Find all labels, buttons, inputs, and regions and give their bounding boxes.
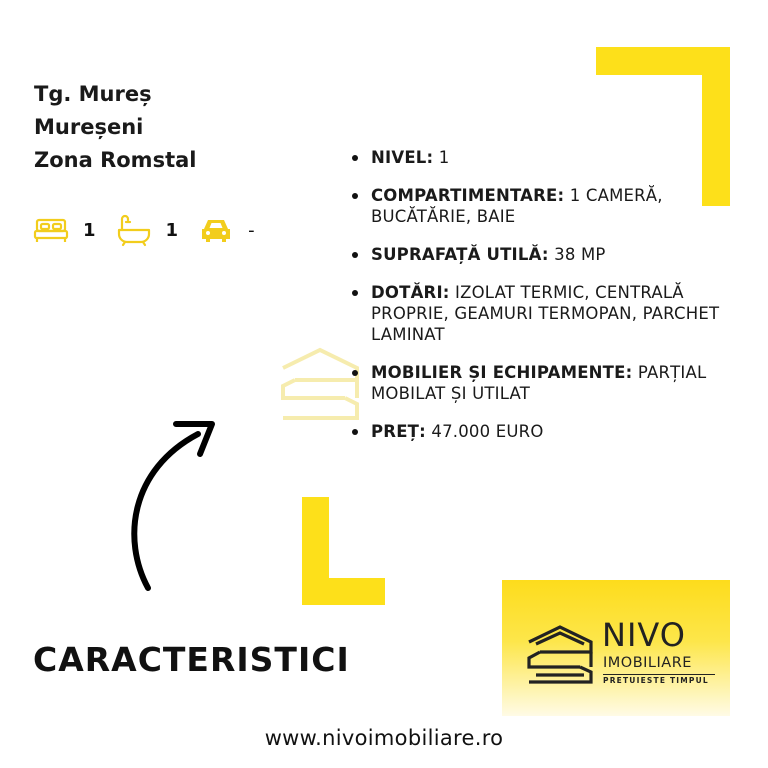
logo-subtitle: IMOBILIARE [603, 655, 692, 671]
feature-label: PREȚ: [371, 422, 426, 441]
amenities-row [33, 213, 275, 247]
section-heading: CARACTERISTICI [33, 640, 350, 679]
parking-count: - [248, 219, 255, 241]
feature-value: PARȚIAL MOBILAT ȘI UTILAT [371, 363, 707, 403]
feature-label: NIVEL: [371, 148, 434, 167]
feature-price [346, 421, 746, 442]
location-zone: Zona Romstal [34, 148, 197, 172]
nivo-logo-icon [524, 620, 596, 688]
features-list [346, 147, 746, 442]
bottom-left-corner-bracket [302, 497, 385, 605]
feature-label: DOTĂRI: [371, 283, 450, 302]
feature-label: COMPARTIMENTARE: [371, 186, 565, 205]
logo-divider [603, 674, 715, 675]
feature-label: MOBILIER ȘI ECHIPAMENTE: [371, 363, 633, 382]
feature-value: 47.000 EURO [431, 422, 544, 441]
bathtub-icon [116, 213, 152, 247]
feature-value: 1 [438, 148, 450, 167]
logo-slogan: PRETUIESTE TIMPUL [603, 676, 709, 685]
brand-logo-panel [502, 580, 730, 716]
bedroom-count: 1 [83, 219, 96, 241]
feature-layout [346, 185, 746, 227]
location-block [34, 78, 196, 177]
feature-value: IZOLAT TERMIC, CENTRALĂ PROPRIE, GEAMURI TERMOPAN, PARCHET LAMINAT [371, 283, 720, 344]
feature-furniture [346, 362, 746, 404]
logo-name: NIVO [602, 616, 686, 654]
feature-label: SUPRAFAȚĂ UTILĂ: [371, 245, 549, 264]
feature-area [346, 244, 746, 265]
feature-value: 1 CAMERĂ, BUCĂTĂRIE, BAIE [371, 186, 663, 226]
feature-value: 38 MP [554, 245, 606, 264]
feature-amenities [346, 282, 746, 345]
bed-icon [33, 213, 69, 247]
car-icon [198, 213, 234, 247]
location-city: Tg. Mureș [34, 82, 152, 106]
location-district: Mureșeni [34, 115, 144, 139]
feature-level [346, 147, 746, 168]
website-url: www.nivoimobiliare.ro [264, 726, 504, 750]
bathroom-count: 1 [165, 219, 179, 241]
curved-arrow-icon [120, 410, 230, 595]
